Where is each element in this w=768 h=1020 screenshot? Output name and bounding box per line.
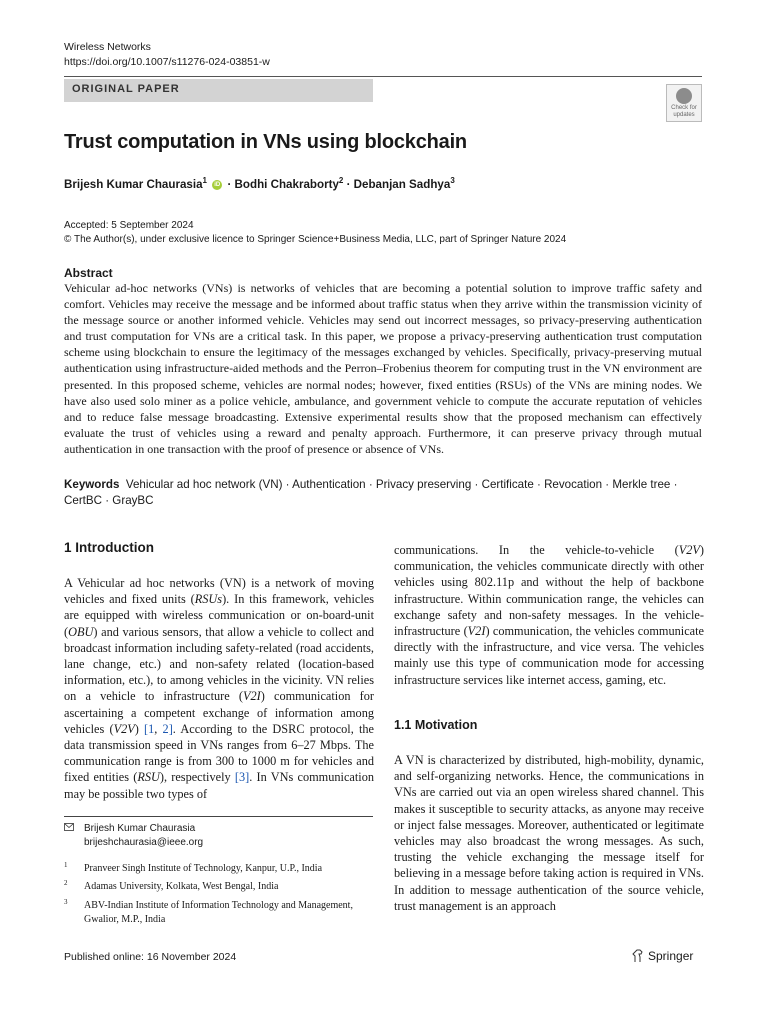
affiliation-number: 3: [64, 898, 68, 906]
journal-name: Wireless Networks: [64, 41, 151, 53]
affiliation-text: Pranveer Singh Institute of Technology, Kanpur, U.P., India: [84, 863, 323, 874]
check-updates-icon: [676, 88, 692, 104]
journal-header: [64, 40, 270, 70]
keywords: [64, 477, 702, 509]
author-separator: ·: [224, 178, 235, 191]
citation-link[interactable]: [3]: [234, 770, 250, 785]
accepted-date: Accepted: 5 September 2024: [64, 220, 194, 231]
check-updates-line-2: updates: [673, 111, 695, 118]
author-separator: ·: [343, 178, 354, 191]
published-online: Published online: 16 November 2024: [64, 951, 237, 963]
text-run: ) communication, the vehicles communicate directly with other vehicles using 802.11p and without the help of backbone infrastructure. Within communication range, the vehicles can exchange safety and non-safety messages. In the vehicle-infrastructure (: [394, 543, 704, 639]
affiliation-number: 2: [64, 879, 68, 887]
term-rsu: RSU: [137, 770, 160, 785]
text-run: ). In this framework, vehicles are equipped with wireless communication or on-board-unit (: [64, 592, 374, 639]
term-v2v: V2V: [113, 721, 135, 736]
term-v2v: V2V: [678, 543, 700, 557]
footnote-rule: [64, 816, 373, 817]
author-list: [64, 178, 455, 191]
text-run: ) communication, the vehicles communicate directly with the infrastructure, and vice versa. The vehicles mainly use this type of communication mode for accessing infrastructure services like internet access, gaming, etc.: [394, 624, 705, 687]
affiliation-1: [64, 862, 374, 876]
author-affiliation-mark: 2: [338, 176, 344, 186]
author-name[interactable]: Debanjan Sadhya: [353, 178, 451, 191]
text-run: ): [134, 721, 145, 736]
author-affiliation-mark: 1: [202, 176, 207, 186]
paper-title: Trust computation in VNs using blockchain: [64, 131, 467, 153]
motivation-paragraph: A VN is characterized by distributed, high-mobility, dynamic, and self-organizing networks. Hence, the communications in VNs are carried out via an open wireless shared channel. This makes it susceptible to security attacks, as anyone may receive or inject false messages. Moreover, authenticated or legitimate vehicles may also broadcast the wrong messages. As such, trusting the vehicle exchanging the message itself for believing in a message before taking action is required in VNs. In addition to message authentication of the source vehicle, trust management is an approach: [394, 753, 704, 913]
text-run: ) and various sensors, that allow a vehicle to collect and broadcast information including safety-related (road accidents, lane change, etc.) and non-safety related (location-based information, etc.), to among vehicles in the vicinity. VN relies on a vehicle to infrastructure (: [64, 624, 374, 704]
affiliation-number: 1: [64, 861, 68, 869]
springer-wordmark: Springer: [648, 949, 694, 963]
text-run: . According to the DSRC protocol, the data transmission speed in VNs ranges from 6–27 Mbps. The communication range is from 300 to 1000 m for vehicles and fixed entities (: [64, 721, 374, 785]
keywords-list: Vehicular ad hoc network (VN) · Authentication · Privacy preserving · Certificate · Revocation · Merkle tree · CertBC · GrayBC: [64, 478, 678, 507]
orcid-icon[interactable]: iD: [214, 181, 221, 188]
intro-paragraph-1: [64, 575, 374, 802]
paper-type-label: ORIGINAL PAPER: [72, 83, 180, 95]
section-heading-motivation: 1.1 Motivation: [394, 718, 478, 732]
citation-link[interactable]: 2]: [162, 721, 173, 736]
corresponding-author-name: Brijesh Kumar Chaurasia: [84, 823, 196, 834]
section-heading-introduction: 1 Introduction: [64, 540, 154, 555]
affiliation-2: [64, 880, 374, 894]
check-for-updates-badge[interactable]: [666, 84, 702, 122]
text-run: ), respectively: [159, 770, 235, 785]
author-name[interactable]: Brijesh Kumar Chaurasia: [64, 178, 203, 191]
springer-logo[interactable]: [648, 949, 693, 963]
citation-link[interactable]: [1: [144, 721, 155, 736]
header-rule: [64, 76, 702, 77]
doi-link[interactable]: https://doi.org/10.1007/s11276-024-03851-w: [64, 56, 270, 68]
term-v2i: V2I: [467, 624, 486, 639]
springer-horse-icon: [632, 949, 644, 963]
text-run: ,: [154, 721, 163, 736]
copyright-line: © The Author(s), under exclusive licence to Springer Science+Business Media, LLC, part of Springer Nature 2024: [64, 234, 567, 245]
term-v2i: V2I: [242, 689, 261, 704]
corresponding-author-email[interactable]: brijeshchaurasia@ieee.org: [84, 837, 204, 848]
text-run: communications. In the vehicle-to-vehicle (: [394, 543, 679, 557]
author-name[interactable]: Bodhi Chakraborty: [234, 178, 339, 191]
abstract-heading: Abstract: [64, 266, 113, 280]
affiliation-3: [64, 899, 374, 926]
text-run: ) communication for ascertaining a competent exchange of information among vehicles (: [64, 689, 375, 736]
keywords-heading: Keywords: [64, 478, 120, 491]
publication-dates: [64, 219, 566, 247]
author-affiliation-mark: 3: [450, 176, 455, 186]
term-obu: OBU: [68, 624, 94, 639]
term-rsus: RSUs: [194, 592, 223, 607]
check-updates-line-1: Check for: [671, 105, 697, 111]
corresponding-author: [64, 822, 203, 850]
text-run: A Vehicular ad hoc networks (VN) is a network of moving vehicles and fixed units (: [64, 576, 374, 607]
abstract-text: Vehicular ad-hoc networks (VNs) is networks of vehicles that are becoming a potential solution to improve traffic safety and comfort. Vehicles may receive the message and be informed about traffic status when they arrive within the transmission vicinity of the message source or another informed vehicle. Vehicles may send out incorrect messages, so privacy-preserving authentication and trust computation for VNs are a critical task. In this paper, we propose a privacy-preserving authentication trust computation scheme using blockchain to ensure the legitimacy of the messages exchanged by vehicles. Specifically, privacy-preserving mutual authentication using infrastructure-aided methods and the Perron–Frobenius theorem for computing trust in the VN environment are presented. In this proposed scheme, vehicles are normal nodes; however, fixed entities (RSUs) of the VNs are mining nodes. We have also used solo miner as a police vehicle, ambulance, and government vehicle to compute the accurate reputation of vehicles and to reduce false message broadcasting. Extensive experimental results show that the proposed mechanism can effectively evaluate the trust of vehicles using a reward and penalty approach. Furthermore, it can preserve privacy through mutual authentication in one transaction with the proof of presence or absence of VNs.: [64, 281, 702, 456]
affiliation-text: Adamas University, Kolkata, West Bengal, India: [84, 881, 279, 892]
envelope-icon: [64, 823, 74, 831]
affiliation-text: ABV-Indian Institute of Information Technology and Management, Gwalior, M.P., India: [84, 900, 353, 925]
text-run: . In VNs communication may be possible two types of: [64, 770, 374, 801]
intro-paragraph-continued: [394, 542, 704, 688]
